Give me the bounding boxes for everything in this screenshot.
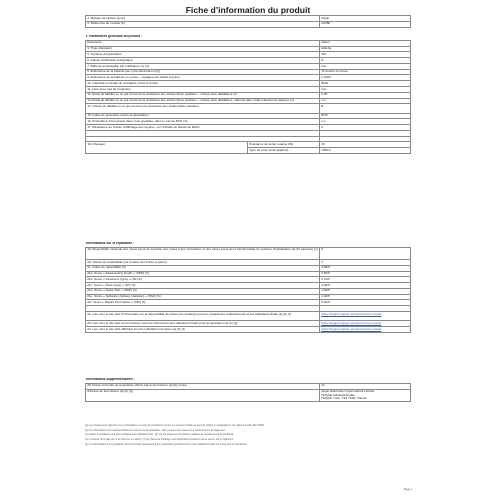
row-value: 5,00/5 [320, 300, 411, 306]
row-value: A3358 [320, 21, 411, 27]
additional-information-table [85, 378, 411, 402]
row-label: 14. Classe de fiabilité en ce qui concerne la résistance aux chutes libres répétées [86, 104, 320, 113]
row-label: 1. Marque de l’article (a) (b) [86, 16, 320, 22]
row-label: 21d. Score « Spare Part » (SSP) (b) [86, 288, 320, 294]
row-value: 12 [320, 383, 411, 389]
section-title: Informations supplémentaires : [85, 378, 135, 381]
row-label: 9. Endurance de la batterie en cycles – réglages par défaut (cycles) [86, 75, 320, 81]
column-header-parameter: Paramètre [86, 40, 320, 46]
row-value: D [320, 58, 411, 64]
page-title: Fiche d’information du produit [185, 5, 311, 15]
row-value: ≥ 1000 [320, 75, 411, 81]
row-label: 17. Résistance de l’écran d’affichage aux rayures, sur l’échelle de dureté de Mohs [86, 125, 320, 131]
charger-sub-value: USB-C [320, 148, 411, 154]
charger-sub-label: Puissance de sortie requise (W) [248, 142, 320, 148]
row-value: ≥ 40 [320, 92, 411, 98]
address-line: Hollyhill, Cork, T23 YK84, Irlande [321, 395, 367, 400]
row-label: 21f. Score « Repair Information » (SRI) (b) [86, 300, 320, 306]
address-line: Hollyhill Industrial Estate [321, 392, 355, 397]
row-label: 19. Disponibilité minimale des mises à jour de sécurité, des mises à jour correctives et des mises à jour de la fonctionnalité du système d’exploitation (a) (b) (années) (e) [86, 247, 320, 259]
row-label: 13. Essai de fiabilité en ce qui concerne la résistance aux chutes libres répétées – chutes sans défaillance, effectué dans l’état entièrement déployé (n) [86, 98, 320, 104]
charger-sub-value: 15 [320, 142, 411, 148]
table-row [86, 104, 411, 113]
row-value: non [320, 87, 411, 93]
supplier-address [320, 389, 411, 401]
row-value: s.o. [320, 119, 411, 125]
footnotes [85, 424, 410, 447]
row-label: 10. Capacité nominale de la batterie (Cnomi) (mAh) [86, 81, 320, 87]
row-value: C [320, 259, 411, 265]
repair-link[interactable]: https://support.apple.com/self-service-repair [320, 326, 411, 332]
row-value: 2,70/5 [320, 277, 411, 283]
row-label: 21e. Score « Software Updates (duration) » (SSU) (b) [86, 294, 320, 300]
identification-table [85, 15, 411, 28]
address-line: Apple Distribution International Limited [321, 389, 375, 394]
row-label: 2. Référence du modèle (b) [86, 21, 320, 27]
row-value: 2,85/5 [320, 265, 411, 271]
footnote: (b) Ces informations sont réputées fiables au moment de la publication ; elles peuvent être mises à jour conformément au règlement. [85, 428, 226, 432]
row-label: 11. Livré avec étui de protection [86, 87, 320, 93]
footnote: (e) À compter de la date de fin de mise sur le marché ; (f) les pièces de rechange sont disponibles pendant la durée prévue par le règlement. [85, 438, 234, 442]
table-row [86, 21, 411, 27]
row-value: 71 heures 0 minute [320, 69, 411, 75]
row-value: 4 [320, 125, 411, 131]
section-title: 3. Paramètres généraux du produit : [85, 35, 142, 38]
row-label: 22. Lien vers le site web d’information sur la disponibilité de pièces de rechange pour les réparateurs professionnels et les utilisateurs finals (a) (b) (f) [86, 312, 320, 321]
table-row [86, 326, 411, 332]
row-value: tablette [320, 46, 411, 52]
row-label: 21. Indice de réparabilité (b) [86, 265, 320, 271]
row-label: 23. Lien vers le site web du fournisseur vers les instructions aux utilisateurs finals pour la réparation (a) (b) (g) [86, 321, 320, 327]
row-value: s.o. [320, 98, 411, 104]
row-value: 1,00/5 [320, 294, 411, 300]
row-value: iOS [320, 52, 411, 58]
row-value: 8160 [320, 81, 411, 87]
footnote: (c) Indique si la batterie peut être remplacée par l’utilisateur final ; (d) voir les exigences de l’annexe relatives au remplacement de la batterie. [85, 433, 235, 437]
row-value: B [320, 104, 411, 113]
row-value: 2,30/5 [320, 283, 411, 289]
row-label: 7. Batterie remplaçable par l’utilisateur (c) (d) [86, 63, 320, 69]
general-parameters-table [85, 35, 411, 154]
row-label: 16. Profondeur d’immersion dans l’eau spécifiée, dans le cas de IPx8 (m) [86, 119, 320, 125]
row-value: 2,50/5 [320, 271, 411, 277]
row-label: 21c. Score « Tools (type) » (ST) (b) [86, 283, 320, 289]
row-value: 8 [320, 247, 411, 259]
row-label: 18. Chargeur [86, 142, 248, 154]
table-row [86, 247, 411, 259]
repair-link[interactable]: https://support.apple.com/self-service-repair [320, 312, 411, 321]
table-row [86, 389, 411, 401]
row-label: 21b. Score « Fasteners (type) » (SF) (b) [86, 277, 320, 283]
footnote: (a) Les changements apportés à ces informations ne sont pas considérés comme un nouveau modèle au sens de l’article 2, paragraphe 6, du règlement (UE) 2017/1369. [85, 424, 265, 427]
row-label: 21a. Score « Disassembly Depth » (SDD) (b) [86, 271, 320, 277]
row-label: 8. Endurance de la batterie par cycle (Endurance (h)) [86, 69, 320, 75]
row-label: 20. Classe de réparabilité (sur la base de l’indice ci-après) [86, 259, 320, 265]
row-label: 4. Type d’appareil [86, 46, 320, 52]
table-row [86, 312, 411, 321]
charger-sub-label: Type de prise (côté appareil) [248, 148, 320, 154]
repair-link[interactable]: https://support.apple.com/self-service-repair [320, 321, 411, 327]
page-number: Page 1 [403, 488, 412, 491]
row-label: 12. Essai de fiabilité en ce qui concerne la résistance aux chutes libres répétées – chutes sans défaillance (n) [86, 92, 320, 98]
row-value: Apple [320, 16, 411, 22]
row-label: 24. Lien vers le site web affichant les prix indicatifs hors taxes (a) (b) (f) [86, 326, 320, 332]
row-label: 5. Système d’exploitation [86, 52, 320, 58]
footnote: (g) Les informations sur la réparation sont accessibles gratuitement aux réparateurs professionnels et aux utilisateurs finals sur le site web du fournisseur. [85, 442, 248, 446]
row-value: IP43 [320, 113, 411, 119]
row-value: 1,00/5 [320, 288, 411, 294]
repair-information-table [85, 242, 411, 333]
row-label: 15. Indice de protection contre la pénétration [86, 113, 320, 119]
section-title: Informations sur la réparation : [85, 242, 135, 245]
row-value: non [320, 63, 411, 69]
row-label: Adresse du fournisseur (a) (b) (g) [86, 389, 320, 401]
row-label: 6. Classe d’efficacité énergétique [86, 58, 320, 64]
row-label: 25. Durée minimale de la garantie offerte par le fournisseur (a) (b) (mois) [86, 383, 320, 389]
column-header-value: Valeur [320, 40, 411, 46]
